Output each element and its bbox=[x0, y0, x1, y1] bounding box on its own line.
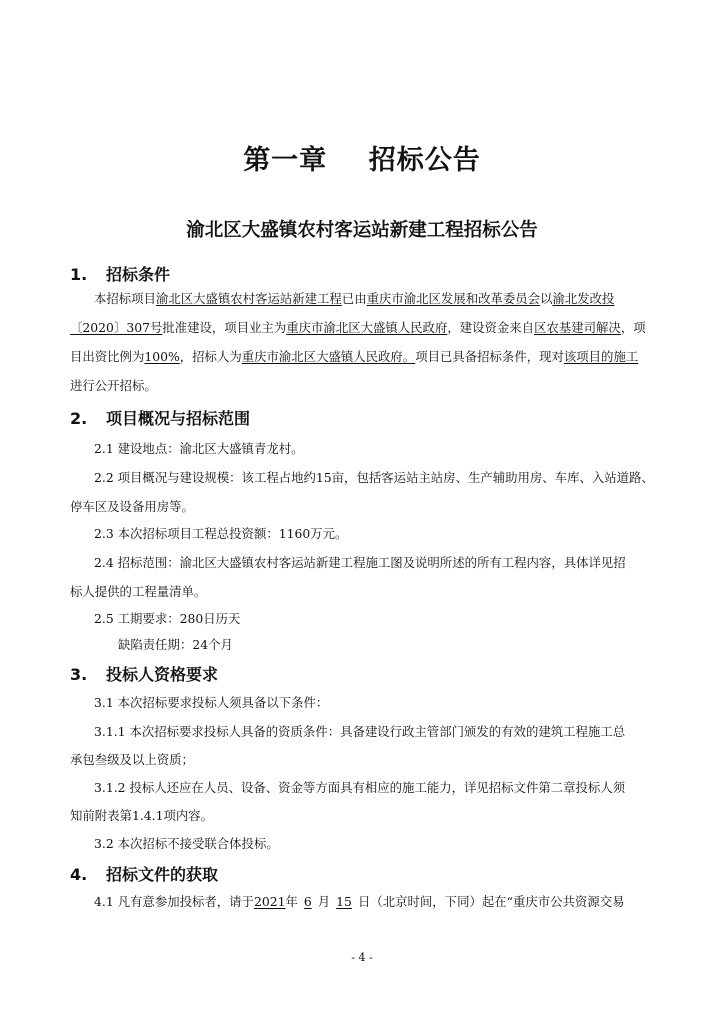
s4-text: 日（北京时间，下同）起在“重庆市公共资源交易 bbox=[357, 894, 625, 909]
approval-authority: 重庆市渝北区发展和改革委员会 bbox=[366, 291, 541, 306]
tenderer: 重庆市渝北区大盛镇人民政府。 bbox=[241, 349, 416, 364]
funding-source: 区农基建司解决 bbox=[534, 320, 621, 335]
notice-title: 渝北区大盛镇农村客运站新建工程招标公告 bbox=[186, 220, 538, 241]
s3-p2-line-1: 3.1.1 本次招标要求投标人具备的资质条件：具备建设行政主管部门颁发的有效的建筑工程施工总 bbox=[94, 724, 626, 739]
s1-text: 本招标项目 bbox=[94, 291, 156, 306]
start-day: 15 bbox=[336, 894, 352, 909]
section-1-number: 1. bbox=[70, 265, 88, 284]
s4-text: 4.1 凡有意参加投标者，请于 bbox=[94, 894, 254, 909]
s2-p5: 2.5 工期要求：280日历天 bbox=[94, 611, 241, 626]
s1-text: 项目已具备招标条件，现对 bbox=[415, 349, 564, 364]
section-2-heading bbox=[70, 406, 250, 429]
s1-line-2 bbox=[70, 320, 646, 336]
project-owner: 重庆市渝北区大盛镇人民政府 bbox=[286, 320, 448, 335]
s3-p3-line-1: 3.1.2 投标人还应在人员、设备、资金等方面具有相应的施工能力，详见招标文件第二章投标人须 bbox=[94, 780, 626, 795]
section-1-title: 招标条件 bbox=[106, 265, 171, 284]
section-4-title: 招标文件的获取 bbox=[106, 865, 219, 884]
section-3-heading bbox=[70, 662, 218, 685]
s2-p4-line-2: 标人提供的工程量清单。 bbox=[70, 584, 207, 599]
s2-p2-line-1: 2.2 项目概况与建设规模：该工程占地约15亩，包括客运站主站房、生产辅助用房、车库、入站道路、 bbox=[94, 470, 654, 485]
s1-text: 已由 bbox=[341, 291, 367, 306]
s1-text: ，招标人为 bbox=[179, 349, 242, 364]
s1-text: 目出资比例为 bbox=[70, 349, 145, 364]
section-4-heading bbox=[70, 862, 218, 885]
section-3-title: 投标人资格要求 bbox=[106, 665, 219, 684]
s1-text: ，建设资金来自 bbox=[447, 320, 535, 335]
page-number: - 4 - bbox=[351, 951, 373, 964]
start-year: 2021 bbox=[253, 894, 286, 909]
s1-text: 批准建设，项目业主为 bbox=[162, 320, 287, 335]
s2-p2-line-2: 停车区及设备用房等。 bbox=[70, 499, 194, 514]
funding-ratio: 100% bbox=[144, 349, 180, 364]
s2-p4-line-1: 2.4 招标范围：渝北区大盛镇农村客运站新建工程施工图及说明所述的所有工程内容，具体详见招 bbox=[94, 555, 626, 570]
s2-p1: 2.1 建设地点：渝北区大盛镇青龙村。 bbox=[94, 441, 304, 456]
approval-doc-prefix: 渝北发改投 bbox=[552, 291, 615, 306]
section-4-number: 4. bbox=[70, 865, 88, 884]
section-2-number: 2. bbox=[70, 409, 88, 428]
s1-line-4: 进行公开招标。 bbox=[70, 378, 157, 393]
s4-text: 月 bbox=[317, 894, 331, 909]
s1-text: ，项 bbox=[620, 320, 646, 335]
s2-p6: 缺陷责任期：24个月 bbox=[118, 637, 233, 652]
s3-p1: 3.1 本次招标要求投标人须具备以下条件： bbox=[94, 695, 329, 710]
s3-p4: 3.2 本次招标不接受联合体投标。 bbox=[94, 836, 279, 851]
approval-doc-number: 〔2020〕307号 bbox=[70, 320, 163, 335]
chapter-title: 第一章 招标公告 bbox=[243, 145, 481, 176]
s3-p3-line-2: 知前附表第1.4.1项内容。 bbox=[70, 808, 214, 823]
s1-line-1 bbox=[94, 291, 614, 307]
s2-p3: 2.3 本次招标项目工程总投资额：1160万元。 bbox=[94, 526, 348, 541]
section-2-title: 项目概况与招标范围 bbox=[106, 409, 251, 428]
section-1-heading bbox=[70, 262, 170, 285]
start-month: 6 bbox=[303, 894, 312, 909]
tender-scope: 该项目的施工 bbox=[563, 349, 639, 364]
s4-text: 年 bbox=[285, 894, 298, 909]
s4-p1 bbox=[94, 894, 625, 910]
s1-line-3 bbox=[70, 349, 638, 365]
project-name: 渝北区大盛镇农村客运站新建工程 bbox=[155, 291, 342, 306]
section-3-number: 3. bbox=[70, 665, 88, 684]
s3-p2-line-2: 承包叁级及以上资质； bbox=[70, 752, 194, 767]
s1-text: 以 bbox=[540, 291, 553, 306]
